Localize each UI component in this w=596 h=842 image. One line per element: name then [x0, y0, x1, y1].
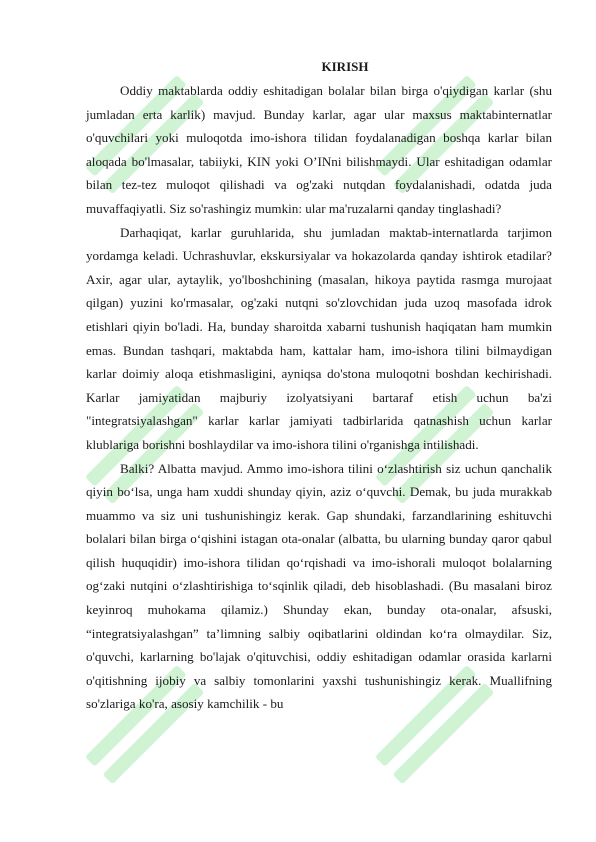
paragraph-3: Balki? Albatta mavjud. Ammo imo-ishora tilini o‘zlashtirish siz uchun qanchalik qiyin bo‘lsa, unga ham xuddi shunday qiyin, aziz o‘quvchi. Demak, bu juda murakkab muammo va siz uni tushunishingiz kerak. Gap shundaki, farzandlarining eshituvchi bolalari bilan birga o‘qishini istagan ota-onalar (albatta, bu ularning bunday qaror qabul qilish huquqidir) imo-ishora tilidan qo‘rqishadi va imo-ishorali muloqot bolalarning og‘zaki nutqini o‘zlashtirishiga to‘sqinlik qiladi, deb hisoblashadi. (Bu masalani biroz keyinroq muhokama qilamiz.) Shunday ekan, bunday ota-onalar, afsuski, “integratsiyalashgan” ta’limning salbiy oqibatlarini oldindan ko‘ra olmaydilar. Siz, o'quvchi, karlarning bo'lajak o'qituvchisi, oddiy eshitadigan odamlar orasida karlarni o'qitishning ijobiy va salbiy tomonlarini yaxshi tushunishingiz kerak. Muallifning so'zlariga ko'ra, asosiy kamchilik - bu: [86, 460, 552, 712]
paragraph-1: Oddiy maktablarda oddiy eshitadigan bolalar bilan birga o'qiydigan karlar (shu jumladan erta karlik) mavjud. Bunday karlar, agar ular maxsus maktabinternatlar o'quvchilari yoki muloqotda imo-ishora tilidan foydalanadigan boshqa karlar bilan aloqada bo'lmasalar, tabiiyki, KIN yoki O’INni bilishmaydi. Ular eshitadigan odamlar bilan tez-tez muloqot qilishadi va og'zaki nutqdan foydalanishadi, odatda juda muvaffaqiyatli. Siz so'rashingiz mumkin: ular ma'ruzalarni qanday tinglashadi?: [86, 83, 552, 216]
document-body: [86, 57, 552, 716]
section-title: KIRISH: [321, 59, 369, 74]
paragraph-2: Darhaqiqat, karlar guruhlarida, shu jumladan maktab-internatlarda tarjimon yordamga keladi. Uchrashuvlar, ekskursiyalar va hokazolarda qanday ishtirok etadilar? Axir, agar ular, aytaylik, yo'lboshchining (masalan, hikoya paytida rasmga murojaat qilgan) yuzini ko'rmasalar, og'zaki nutqni so'zlovchidan juda uzoq masofada idrok etishlari qiyin bo'ladi. Ha, bunday sharoitda xabarni tushunish haqiqatan ham mumkin emas. Bundan tashqari, maktabda ham, kattalar ham, imo-ishora tilini bilmaydigan karlar doimiy aloqa etishmasligini, ayniqsa do'stona muloqotni boshdan kechirishadi. Karlar jamiyatidan majburiy izolyatsiyani bartaraf etish uchun ba'zi "integratsiyalashgan" karlar karlar jamiyati tadbirlarida qatnashish uchun karlar klublariga borishni boshlaydilar va imo-ishora tilini o'rganishga intilishadi.: [86, 224, 552, 452]
